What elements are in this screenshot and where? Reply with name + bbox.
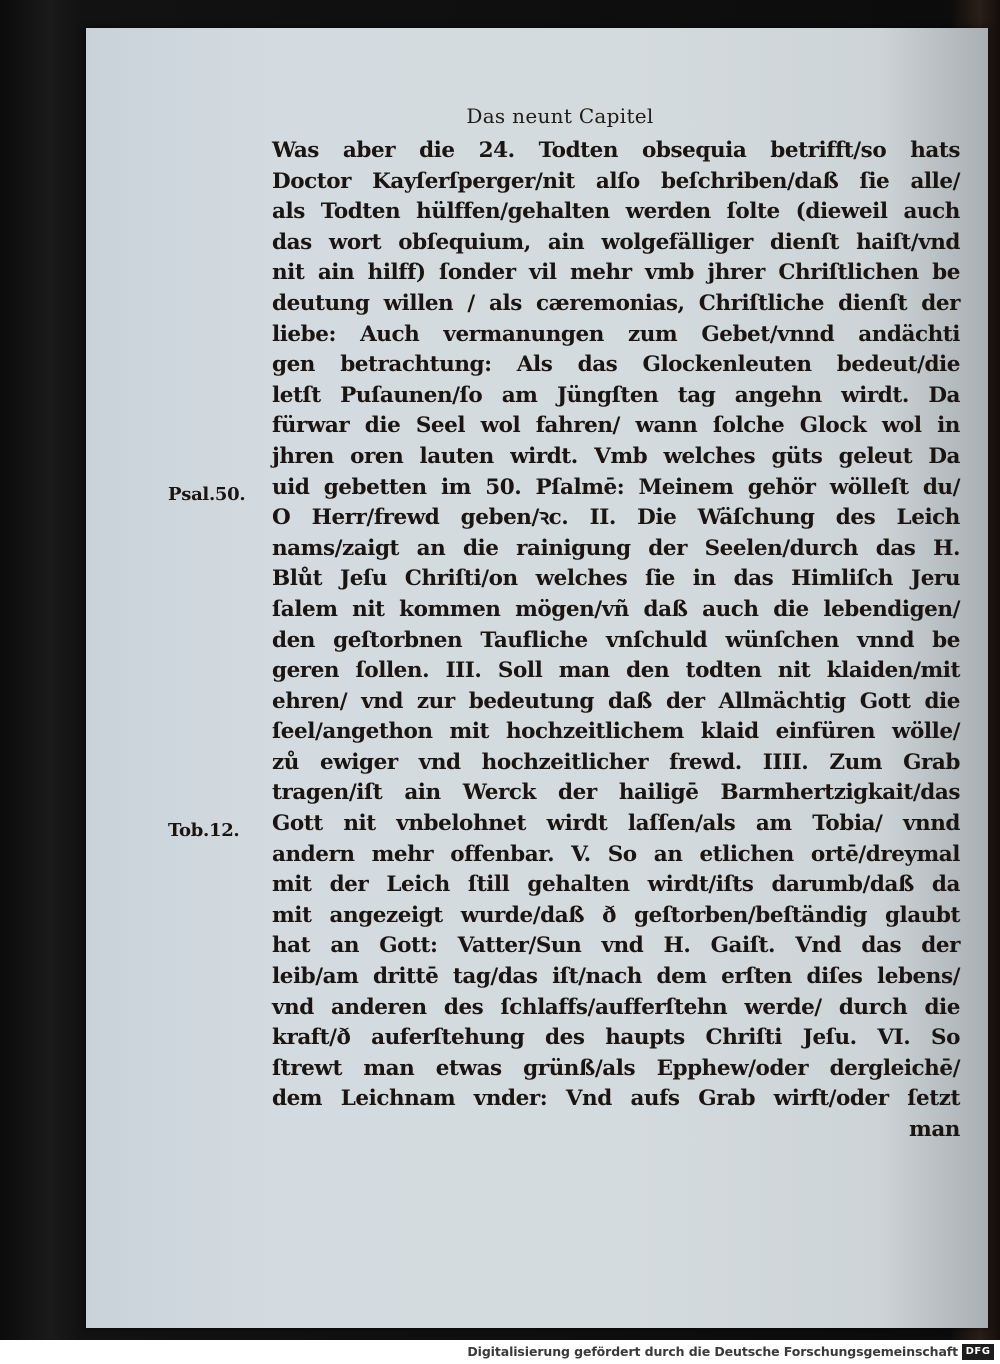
text-line: gen betrachtung: Als das Glockenleuten bedeut/die bbox=[272, 352, 960, 378]
text-line: den geſtorbnen Taufliche vnſchuld wünſchen vnnd be bbox=[272, 627, 960, 653]
text-line: Blůt Jeſu Chriſti/on welches ſie in das Himliſch Jeru bbox=[272, 566, 960, 592]
text-line: mit der Leich ſtill gehalten wirdt/iſts darumb/daß da bbox=[272, 872, 960, 898]
text-line: man bbox=[909, 1117, 960, 1142]
text-line: mit angezeigt wurde/daß ð geſtorben/beſtändig glaubt bbox=[272, 902, 960, 928]
text-line: Was aber die 24. Todten obsequia betrifft/so hats bbox=[272, 138, 960, 163]
marginal-note-tobit: Tob.12. bbox=[168, 820, 240, 841]
marginal-note-psalm: Psal.50. bbox=[168, 484, 246, 505]
body-text bbox=[272, 136, 960, 1146]
text-line: das wort obſequium, ain wolgefälliger dienſt haiſt/vnd bbox=[272, 229, 960, 255]
text-line: jhren oren lauten wirdt. Vmb welches güts geleut Da bbox=[272, 443, 960, 469]
text-line: nams/zaigt an die rainigung der Seelen/durch das H. bbox=[272, 535, 960, 561]
text-line: ehren/ vnd zur bedeutung daß der Allmächtig Gott die bbox=[272, 688, 960, 714]
text-line: nit ain hilff) ſonder vil mehr vmb jhrer Chriſtlichen be bbox=[272, 260, 960, 286]
text-line: als Todten hülffen/gehalten werden ſolte (dieweil auch bbox=[272, 199, 960, 225]
text-line: geren ſollen. III. Soll man den todten nit klaiden/mit bbox=[272, 658, 960, 684]
footer-bar bbox=[0, 1340, 1000, 1364]
text-line: tragen/iſt ain Werck der hailigē Barmhertzigkait/das bbox=[272, 780, 960, 806]
text-line: deutung willen / als cæremonias, Chriſtliche dienſt der bbox=[272, 290, 960, 316]
text-line: uid gebetten im 50. Pſalmē: Meinem gehör wölleſt du/ bbox=[272, 474, 960, 500]
running-head: Das neunt Capitel bbox=[466, 104, 654, 128]
text-line: andern mehr offenbar. V. So an etlichen ortē/dreymal bbox=[272, 841, 960, 867]
dfg-logo: DFG bbox=[962, 1344, 994, 1360]
text-line: hat an Gott: Vatter/Sun vnd H. Gaiſt. Vnd das der bbox=[272, 933, 960, 959]
text-line: kraft/ð auferſtehung des haupts Chriſti Jeſu. VI. So bbox=[272, 1025, 960, 1051]
text-line: vnd anderen des ſchlaffs/aufferſtehn werde/ durch die bbox=[272, 994, 960, 1020]
text-line: ſtrewt man etwas grünß/als Epphew/oder dergleichē/ bbox=[272, 1055, 960, 1081]
text-line: dem Leichnam vnder: Vnd aufs Grab wirft/oder ſetzt bbox=[272, 1086, 960, 1112]
text-line: leib/am drittē tag/das iſt/nach dem erſten diſes lebens/ bbox=[272, 964, 960, 990]
text-line: O Herr/frewd geben/ꝛc. II. Die Wäſchung des Leich bbox=[272, 505, 960, 531]
text-line: ſeel/angethon mit hochzeitlichem klaid einfüren wölle/ bbox=[272, 719, 960, 745]
text-line: liebe: Auch vermanungen zum Gebet/vnnd andächti bbox=[272, 321, 960, 347]
text-line: Doctor Kayſerſperger/nit alſo beſchriben/daß ſie alle/ bbox=[272, 168, 960, 194]
funding-credit: Digitalisierung gefördert durch die Deutsche Forschungsgemeinschaft bbox=[467, 1344, 958, 1359]
text-line: zů ewiger vnd hochzeitlicher frewd. IIII. Zum Grab bbox=[272, 749, 960, 775]
text-line: ſalem nit kommen mögen/vñ daß auch die lebendigen/ bbox=[272, 596, 960, 622]
text-line: letſt Puſaunen/ſo am Jüngſten tag angehn wirdt. Da bbox=[272, 382, 960, 408]
text-line: Gott nit vnbelohnet wirdt laſſen/als am Tobia/ vnnd bbox=[272, 811, 960, 837]
text-line: fürwar die Seel wol fahren/ wann ſolche Glock wol in bbox=[272, 413, 960, 439]
